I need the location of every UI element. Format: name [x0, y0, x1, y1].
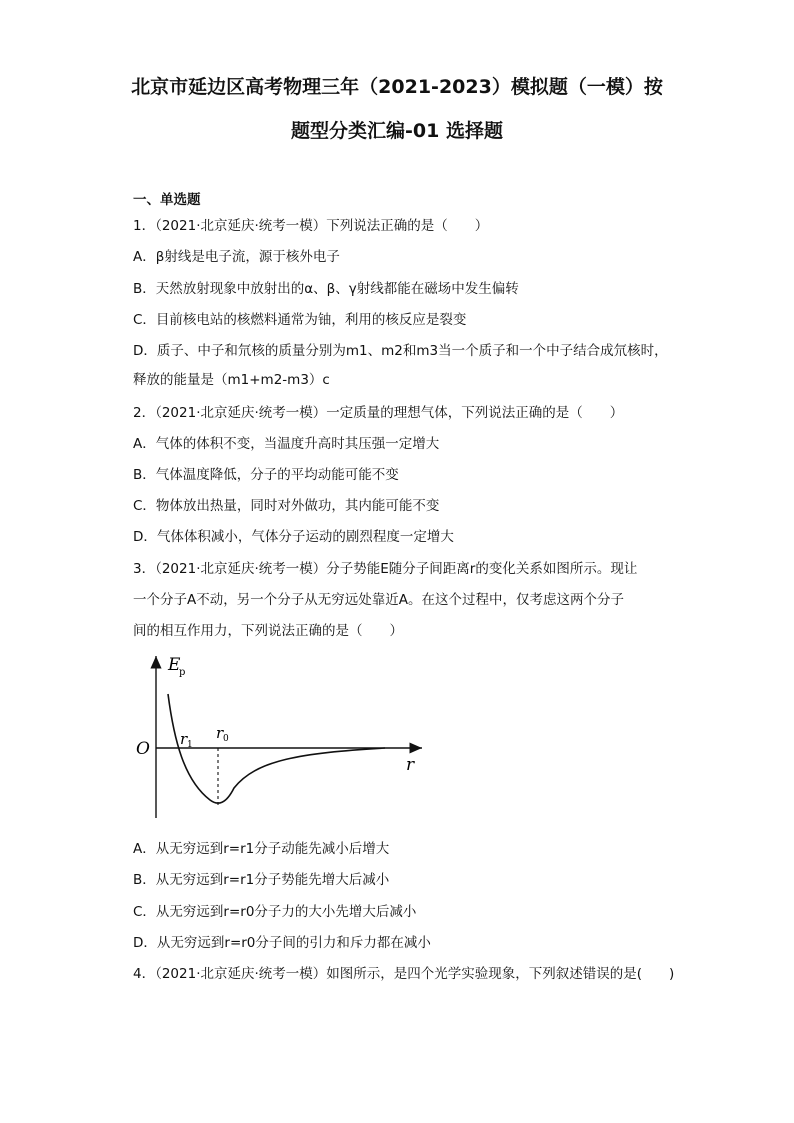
q1-option-a: A．β射线是电子流，源于核外电子 — [133, 249, 340, 265]
r1-label-sub: 1 — [187, 740, 193, 750]
q4-stem: 4．（2021·北京延庆·统考一模）如图所示，是四个光学实验现象，下列叙述错误的是( ) — [133, 966, 675, 982]
q3-option-c: C．从无穷远到r=r0分子力的大小先增大后减小 — [133, 904, 417, 920]
q3-option-a: A．从无穷远到r=r1分子动能先减小后增大 — [133, 841, 390, 857]
q1-stem: 1．（2021·北京延庆·统考一模）下列说法正确的是（ ） — [133, 218, 489, 234]
q3-stem-line-2: 一个分子A不动，另一个分子从无穷远处靠近A。在这个过程中，仅考虑这两个分子 — [133, 592, 624, 608]
q2-option-d: D．气体体积减小，气体分子运动的剧烈程度一定增大 — [133, 529, 454, 545]
y-axis-label: E — [168, 655, 181, 675]
q2-stem: 2．（2021·北京延庆·统考一模）一定质量的理想气体，下列说法正确的是（ ） — [133, 405, 624, 421]
section-heading: 一、单选题 — [133, 192, 201, 208]
q3-stem-line-1: 3．（2021·北京延庆·统考一模）分子势能E随分子间距离r的变化关系如图所示。现让 — [133, 561, 638, 577]
x-axis-label: r — [406, 755, 415, 775]
q3-option-d: D．从无穷远到r=r0分子间的引力和斥力都在减小 — [133, 935, 431, 951]
origin-label: O — [136, 739, 150, 759]
potential-energy-graph — [130, 650, 430, 825]
q3-option-b: B．从无穷远到r=r1分子势能先增大后减小 — [133, 872, 390, 888]
document-title-line-2: 题型分类汇编-01 选择题 — [291, 120, 503, 142]
r0-label: r — [216, 724, 224, 742]
q2-option-b: B．气体温度降低，分子的平均动能可能不变 — [133, 467, 399, 483]
q2-option-c: C．物体放出热量，同时对外做功，其内能可能不变 — [133, 498, 440, 514]
q1-option-c: C．目前核电站的核燃料通常为铀，利用的核反应是裂变 — [133, 312, 467, 328]
q1-option-d-cont: 释放的能量是（m1+m2-m3）c — [133, 372, 330, 388]
r1-label: r — [180, 730, 188, 748]
document-title-line-1: 北京市延边区高考物理三年（2021-2023）模拟题（一模）按 — [131, 76, 663, 98]
q1-option-d: D．质子、中子和氘核的质量分别为m1、m2和m3当一个质子和一个中子结合成氘核时， — [133, 343, 668, 359]
q2-option-a: A．气体的体积不变，当温度升高时其压强一定增大 — [133, 436, 440, 452]
r0-label-sub: 0 — [223, 734, 229, 744]
q3-stem-line-3: 间的相互作用力，下列说法正确的是（ ） — [133, 623, 403, 639]
y-axis-label-sub: p — [179, 667, 186, 678]
q1-option-b: B．天然放射现象中放射出的α、β、γ射线都能在磁场中发生偏转 — [133, 281, 519, 297]
